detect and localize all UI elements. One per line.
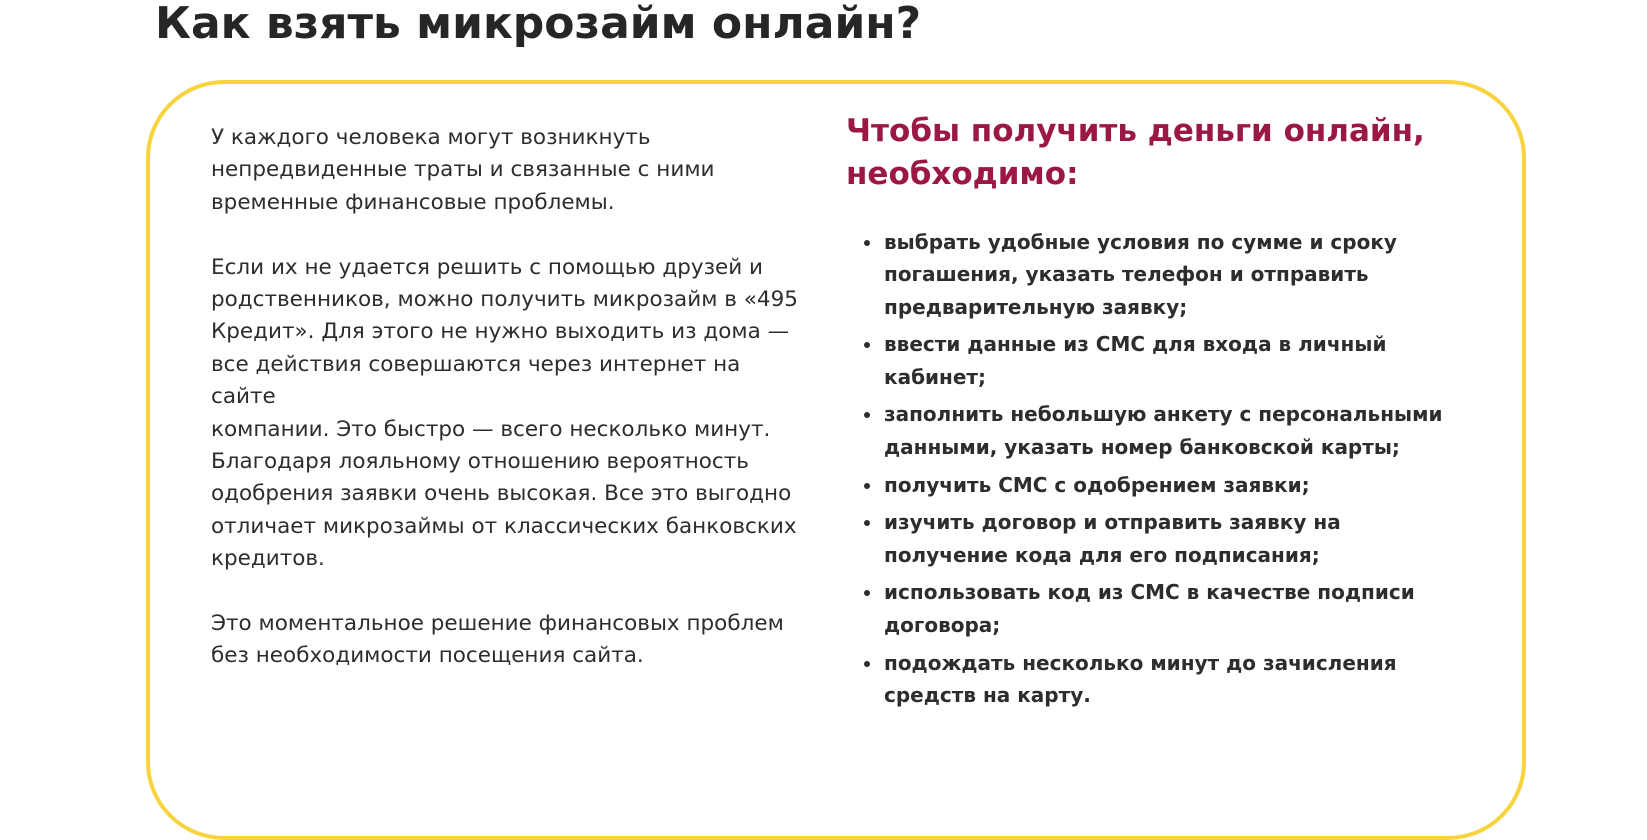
list-item (884, 328, 1504, 393)
step-text: выбрать удобные условия по сумме и сроку погашения, указать телефон и отправить предварительную заявку; (884, 230, 1397, 319)
step-text: заполнить небольшую анкету с персональными данными, указать номер банковской карты; (884, 402, 1443, 459)
bullet-icon (864, 240, 870, 246)
list-item (884, 398, 1504, 463)
step-text: подождать несколько минут до зачисления средств на карту. (884, 650, 1397, 707)
intro-paragraph: Это моментальное решение финансовых проблем без необходимости посещения сайта. (211, 611, 784, 669)
list-item (884, 647, 1504, 712)
intro-text (211, 122, 811, 705)
step-text: изучить договор и отправить заявку на получение кода для его подписания; (884, 510, 1341, 567)
step-text: ввести данные из СМС для входа в личный кабинет; (884, 332, 1387, 389)
intro-paragraph: У каждого человека могут возникнуть непредвиденные траты и связанные с ними временные финансовые проблемы. (211, 125, 715, 215)
bullet-icon (864, 661, 870, 667)
list-item (884, 506, 1504, 571)
step-text: использовать код из СМС в качестве подписи договора; (884, 580, 1415, 637)
list-item (884, 469, 1504, 501)
page-title: Как взять микрозайм онлайн? (155, 0, 922, 49)
intro-paragraph: Если их не удается решить с помощью друзей и родственников, можно получить микрозайм в «495 Кредит». Для этого не нужно выходить из дома — все действия совершаются через интернет на сайте компании. Это быстро — всего несколько минут. Благодаря лояльному отношению вероятность одобрения заявки очень высокая. Все это выгодно отличает микрозаймы от классических банковских кредитов. (211, 254, 798, 572)
step-text: получить СМС с одобрением заявки; (884, 472, 1310, 497)
list-item (884, 226, 1504, 323)
list-item (884, 576, 1504, 641)
bullet-icon (864, 483, 870, 489)
steps-title: Чтобы получить деньги онлайн, необходимо: (846, 113, 1425, 192)
steps-list (884, 226, 1504, 717)
